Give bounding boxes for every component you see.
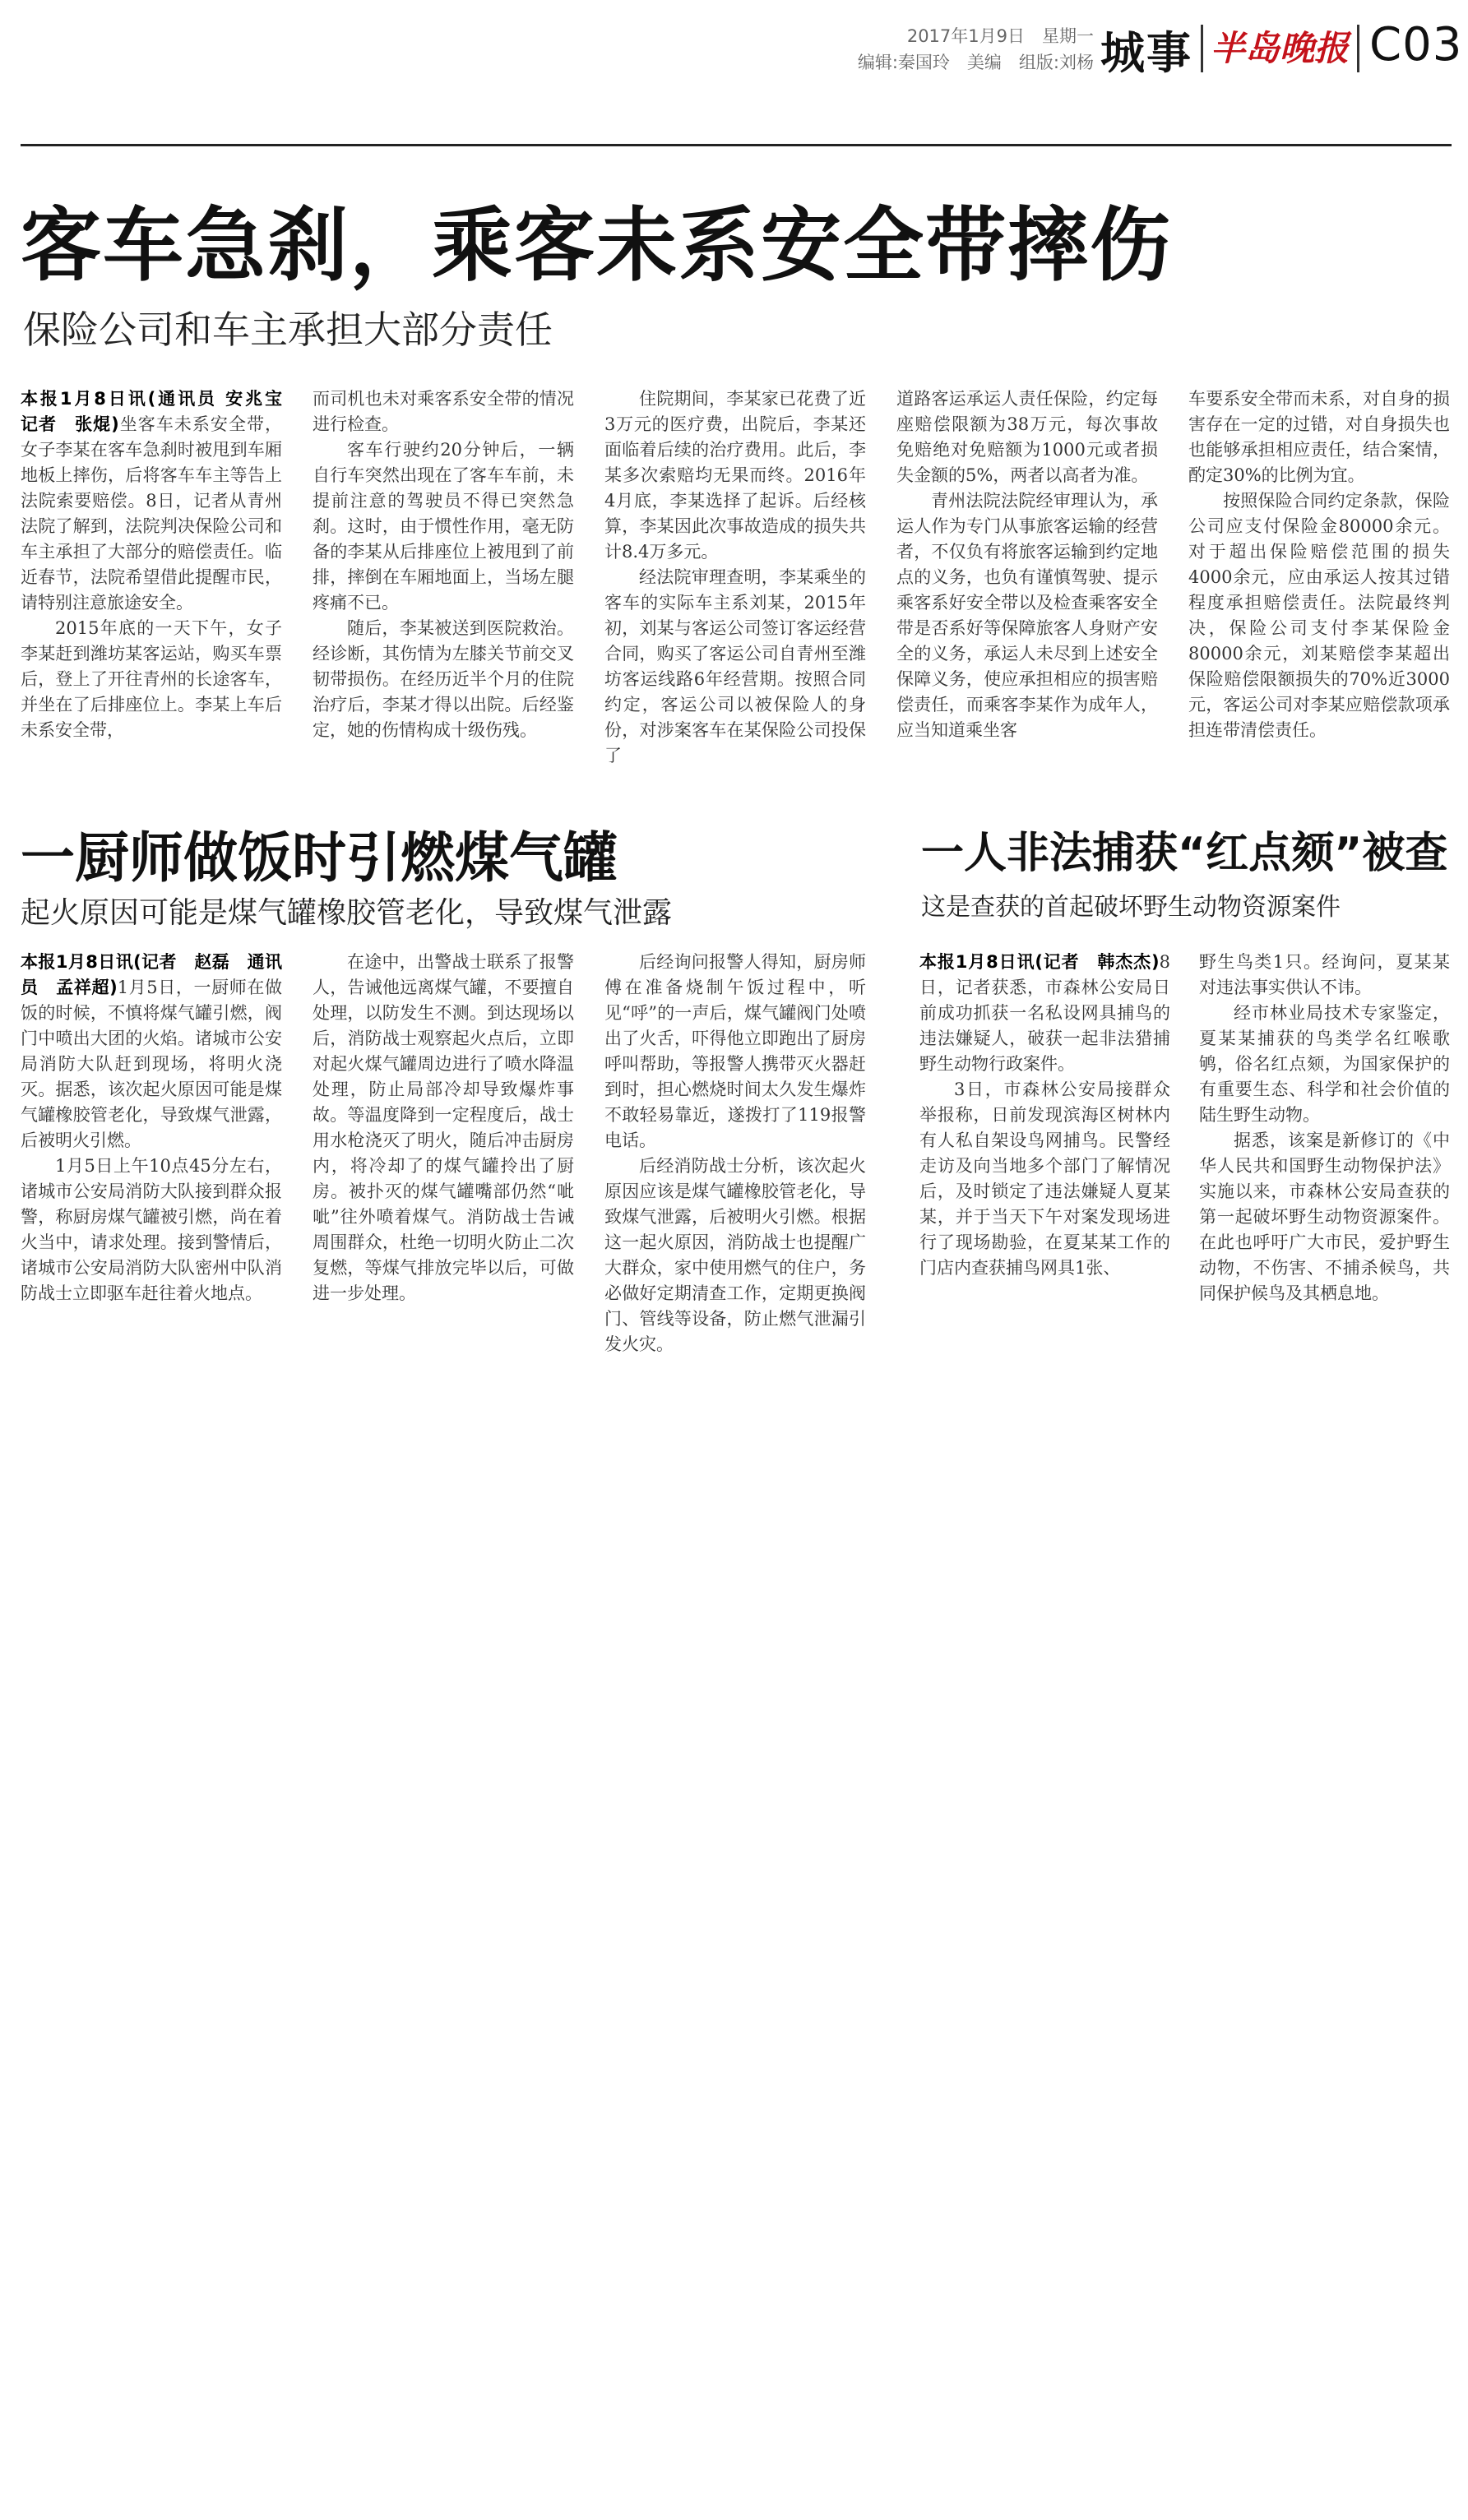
masthead-rule <box>21 144 1452 146</box>
article-paragraph: 据悉，该案是新修订的《中华人民共和国野生动物保护法》实施以来，市森林公安局查获的第一起破坏野生动物资源案件。在此也呼吁广大市民，爱护野生动物，不伤害、不捕杀候鸟，共同保护候鸟及其栖息地。 <box>1199 1131 1450 1303</box>
editors-line: 编辑:秦国玲 美编 组版:刘杨 <box>857 53 1094 72</box>
article1-headline: 客车急刹，乘客未系安全带摔伤 <box>21 199 1173 293</box>
masthead <box>0 0 1468 99</box>
article1-column-5 <box>1188 386 1450 743</box>
section-name: 城事 <box>1100 27 1192 79</box>
masthead-meta <box>858 23 1094 76</box>
article-paragraph: 2015年底的一天下午，女子李某赶到潍坊某客运站，购买车票后，登上了开往青州的长途客车，并坐在了后排座位上。李某上车后未系安全带， <box>21 618 282 740</box>
article-paragraph: 经市林业局技术专家鉴定，夏某某捕获的鸟类学名红喉歌鸲，俗名红点颏，为国家保护的有重要生态、科学和社会价值的陆生野生动物。 <box>1199 1003 1450 1125</box>
article1-column-1 <box>21 386 299 743</box>
masthead-divider <box>1357 25 1359 72</box>
article-paragraph: 后经消防战士分析，该次起火原因应该是煤气罐橡胶管老化，导致煤气泄露，后被明火引燃。根据这一起火原因，消防战士也提醒广大群众，家中使用燃气的住户，务必做好定期清查工作，定期更换阀门、管线等设备，防止燃气泄漏引发火灾。 <box>604 1156 866 1354</box>
article-paragraph: 客车行驶约20分钟后，一辆自行车突然出现在了客车车前，未提前注意的驾驶员不得已突然急刹。这时，由于惯性作用，毫无防备的李某从后排座位上被甩到了前排，摔倒在车厢地面上，当场左腿疼痛不已。 <box>313 440 574 613</box>
article1-column-2 <box>313 386 574 743</box>
article-paragraph: 按照保险合同约定条款，保险公司应支付保险金80000余元。对于超出保险赔偿范围的损失4000余元，应由承运人按其过错程度承担赔偿责任。法院最终判决，保险公司支付李某保险金80000余元，刘某赔偿李某超出保险赔偿限额损失的70%近3000元，客运公司对李某应赔偿款项承担连带清偿责任。 <box>1188 491 1450 740</box>
article-paragraph: 本报1月8日讯(记者 赵磊 通讯员 孟祥超)1月5日，一厨师在做饭的时候，不慎将煤气罐引燃，阀门中喷出大团的火焰。诸城市公安局消防大队赶到现场，将明火浇灭。据悉，该次起火原因可能是煤气罐橡胶管老化，导致煤气泄露，后被明火引燃。 <box>21 952 282 1150</box>
article-paragraph: 而司机也未对乘客系安全带的情况进行检查。 <box>313 389 574 434</box>
article-paragraph: 道路客运承运人责任保险，约定每座赔偿限额为38万元，每次事故免赔绝对免赔额为1000元或者损失金额的5%，两者以高者为准。 <box>896 389 1158 485</box>
article2-column-1 <box>21 950 282 1306</box>
newspaper-logo: 半岛晚报 <box>1211 28 1350 68</box>
article2-headline: 一厨师做饭时引燃煤气罐 <box>21 826 618 890</box>
article2-column-2 <box>313 950 574 1306</box>
date-line: 2017年1月9日 星期一 <box>906 26 1094 46</box>
article3-subhead: 这是查获的首起破坏野生动物资源案件 <box>921 893 1341 922</box>
article-paragraph: 经法院审理查明，李某乘坐的客车的实际车主系刘某，2015年初，刘某与客运公司签订客运经营合同，购买了客运公司自青州至潍坊客运线路6年经营期。按照合同约定，客运公司以被保险人的身份，对涉案客车在某保险公司投保了 <box>604 567 866 765</box>
article1-column-4 <box>896 386 1158 743</box>
article3-column-1 <box>919 950 1170 1281</box>
article3-column-2 <box>1199 950 1450 1306</box>
article2-column-3 <box>604 950 866 1357</box>
article-paragraph: 后经询问报警人得知，厨房师傅在准备烧制午饭过程中，听见“呼”的一声后，煤气罐阀门处喷出了火舌，吓得他立即跑出了厨房呼叫帮助，等报警人携带灭火器赶到时，担心燃烧时间太久发生爆炸不敢轻易靠近，遂拨打了119报警电话。 <box>604 952 866 1150</box>
page-number: C03 <box>1369 18 1463 72</box>
article1-subhead: 保险公司和车主承担大部分责任 <box>23 307 553 352</box>
article-paragraph: 在途中，出警战士联系了报警人，告诫他远离煤气罐，不要擅自处理，以防发生不测。到达现场以后，消防战士观察起火点后，立即对起火煤气罐周边进行了喷水降温处理，防止局部冷却导致爆炸事故。等温度降到一定程度后，战士用水枪浇灭了明火，随后冲击厨房内，将冷却了的煤气罐拎出了厨房。被扑灭的煤气罐嘴部仍然“呲呲”往外喷着煤气。消防战士告诫周围群众，杜绝一切明火防止二次复燃，等煤气排放完毕以后，可做进一步处理。 <box>313 952 574 1303</box>
article-paragraph: 随后，李某被送到医院救治。经诊断，其伤情为左膝关节前交叉韧带损伤。在经历近半个月的住院治疗后，李某才得以出院。后经鉴定，她的伤情构成十级伤残。 <box>313 618 574 740</box>
dateline: 本报1月8日讯(记者 赵磊 通讯员 孟祥超) <box>21 952 282 997</box>
article3-headline: 一人非法捕获“红点颏”被查 <box>921 829 1448 878</box>
article-paragraph: 本报1月8日讯(记者 韩杰杰)8日，记者获悉，市森林公安局日前成功抓获一名私设网具捕鸟的违法嫌疑人，破获一起非法猎捕野生动物行政案件。 <box>919 952 1170 1074</box>
article1-column-3 <box>604 386 866 769</box>
article-paragraph: 野生鸟类1只。经询问，夏某某对违法事实供认不讳。 <box>1199 952 1450 997</box>
dateline: 本报1月8日讯(通讯员 安兆宝 记者 张焜) <box>21 389 299 434</box>
article2-subhead: 起火原因可能是煤气罐橡胶管老化，导致煤气泄露 <box>21 896 673 930</box>
masthead-divider <box>1201 25 1203 72</box>
article-paragraph: 住院期间，李某家已花费了近3万元的医疗费，出院后，李某还面临着后续的治疗费用。此后，李某多次索赔均无果而终。2016年4月底，李某选择了起诉。后经核算，李某因此次事故造成的损失共计8.4万多元。 <box>604 389 866 562</box>
article-paragraph: 1月5日上午10点45分左右，诸城市公安局消防大队接到群众报警，称厨房煤气罐被引燃，尚在着火当中，请求处理。接到警情后，诸城市公安局消防大队密州中队消防战士立即驱车赶往着火地点。 <box>21 1156 282 1303</box>
article-paragraph: 3日，市森林公安局接群众举报称，日前发现滨海区树林内有人私自架设鸟网捕鸟。民警经走访及向当地多个部门了解情况后，及时锁定了违法嫌疑人夏某某，并于当天下午对案发现场进行了现场勘验，在夏某某工作的门店内查获捕鸟网具1张、 <box>919 1080 1170 1278</box>
article-paragraph: 车要系安全带而未系，对自身的损害存在一定的过错，对自身损失也也能够承担相应责任，结合案情，酌定30%的比例为宜。 <box>1188 389 1450 485</box>
article-paragraph: 青州法院法院经审理认为，承运人作为专门从事旅客运输的经营者，不仅负有将旅客运输到约定地点的义务，也负有谨慎驾驶、提示乘客系好安全带以及检查乘客安全带是否系好等保障旅客人身财产安全的义务，承运人未尽到上述安全保障义务，使应承担相应的损害赔偿责任，而乘客李某作为成年人，应当知道乘坐客 <box>896 491 1158 740</box>
dateline: 本报1月8日讯(记者 韩杰杰) <box>919 952 1160 972</box>
article-paragraph: 本报1月8日讯(通讯员 安兆宝 记者 张焜)坐客车未系安全带，女子李某在客车急刹时被甩到车厢地板上摔伤，后将客车车主等告上法院索要赔偿。8日，记者从青州法院了解到，法院判决保险公司和车主承担了大部分的赔偿责任。临近春节，法院希望借此提醒市民，请特别注意旅途安全。 <box>21 389 299 613</box>
